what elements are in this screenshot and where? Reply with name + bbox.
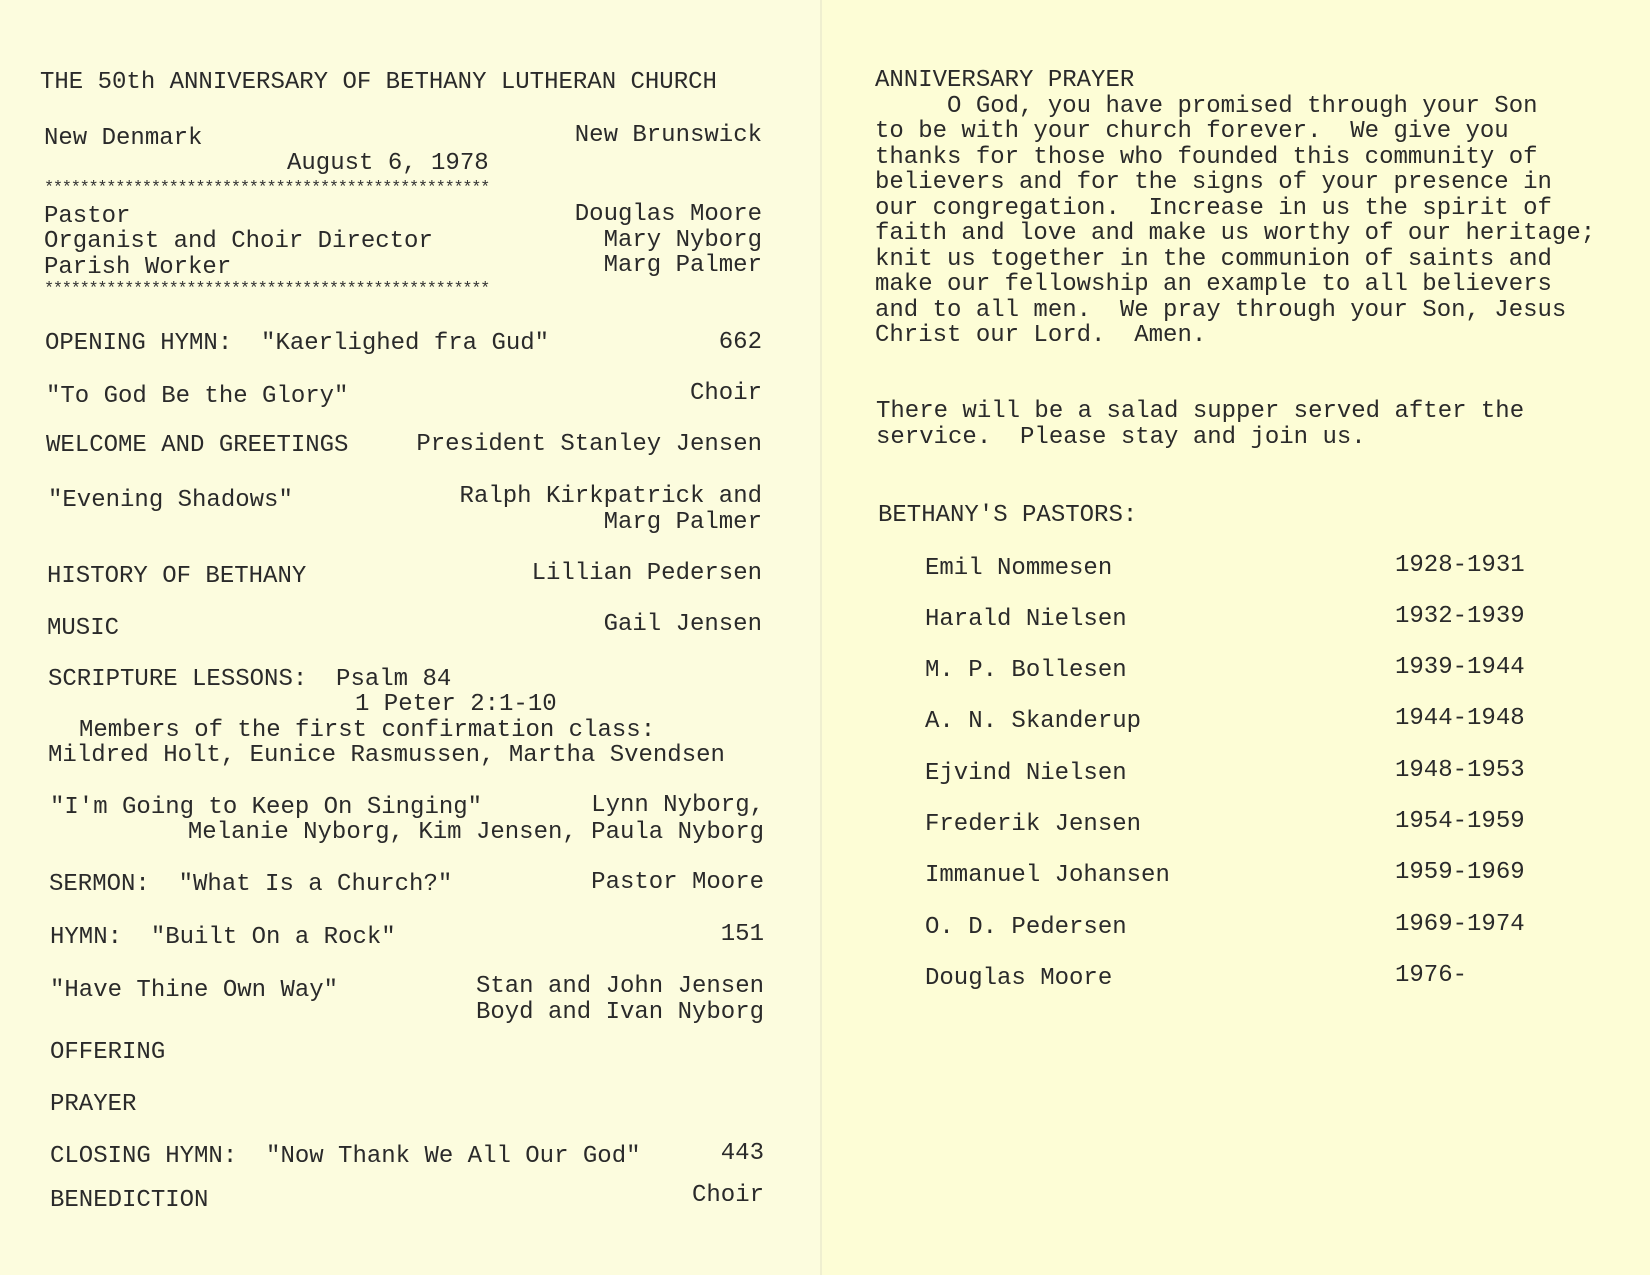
offering-label: OFFERING	[50, 1039, 166, 1066]
document-title: THE 50th ANNIVERSARY OF BETHANY LUTHERAN CHURCH	[40, 69, 717, 96]
pastors-title: BETHANY'S PASTORS:	[878, 502, 1138, 529]
pastor-years: 1959-1969	[1395, 859, 1525, 886]
service-date: August 6, 1978	[287, 150, 489, 177]
prayer-line: make our fellowship an example to all believers	[875, 271, 1552, 298]
pastor-years: 1948-1953	[1395, 757, 1525, 784]
pastor-name: Frederik Jensen	[925, 811, 1142, 838]
closing-hymn-label: CLOSING HYMN: "Now Thank We All Our God"	[50, 1143, 641, 1170]
program-item-performer: Lillian Pedersen	[531, 560, 762, 587]
pastor-years: 1928-1931	[1395, 552, 1525, 579]
pastor-years: 1976-	[1395, 962, 1468, 989]
divider-bottom: **************************************************	[44, 281, 490, 299]
program-item-label: "To God Be the Glory"	[46, 383, 349, 410]
program-item-performer: Ralph Kirkpatrick and	[459, 483, 762, 510]
location-right: New Brunswick	[574, 122, 762, 149]
pastor-name: Harald Nielsen	[925, 606, 1127, 633]
staff-name: Marg Palmer	[603, 252, 762, 279]
program-item-label: "Evening Shadows"	[48, 487, 293, 514]
program-item-label: "I'm Going to Keep On Singing"	[50, 794, 483, 821]
pastor-years: 1939-1944	[1395, 654, 1525, 681]
hymn-number: 151	[720, 921, 764, 948]
divider-top: **************************************************	[44, 180, 490, 198]
program-item-performer: Lynn Nyborg,	[591, 792, 764, 819]
supper-notice: service. Please stay and join us.	[876, 424, 1366, 451]
staff-role: Organist and Choir Director	[44, 228, 433, 255]
pastor-name: Ejvind Nielsen	[925, 760, 1127, 787]
prayer-line: knit us together in the communion of saints and	[875, 245, 1552, 273]
pastor-name: M. P. Bollesen	[925, 657, 1127, 684]
program-item-label: MUSIC	[47, 615, 120, 642]
page-fold	[820, 0, 822, 1275]
program-item-label: "Have Thine Own Way"	[50, 977, 339, 1004]
location-left: New Denmark	[44, 125, 203, 152]
program-item-label: HISTORY OF BETHANY	[47, 563, 307, 590]
staff-role: Pastor	[44, 203, 131, 230]
prayer-line: believers and for the signs of your presence in	[875, 169, 1552, 196]
pastor-name: Immanuel Johansen	[925, 862, 1170, 889]
benediction-performer: Choir	[691, 1182, 764, 1209]
pastor-name: O. D. Pedersen	[925, 914, 1127, 941]
pastor-name: Douglas Moore	[925, 965, 1113, 992]
prayer-line: thanks for those who founded this community of	[875, 143, 1538, 171]
pastor-years: 1944-1948	[1395, 705, 1525, 732]
prayer-line: faith and love and make us worthy of our heritage;	[875, 220, 1596, 247]
prayer-line: our congregation. Increase in us the spirit of	[875, 194, 1552, 222]
hymn-label: HYMN: "Built On a Rock"	[50, 924, 396, 951]
prayer-line: O God, you have promised through your Son	[875, 92, 1538, 120]
opening-hymn-number: 662	[718, 329, 762, 356]
supper-notice: There will be a salad supper served after the	[876, 398, 1525, 425]
prayer-title: ANNIVERSARY PRAYER	[875, 67, 1135, 94]
anniversary-prayer	[875, 68, 1635, 349]
program-item-performer: Stan and John Jensen	[475, 973, 764, 1000]
sermon-label: SERMON: "What Is a Church?"	[49, 871, 453, 898]
scripture-readers: Mildred Holt, Eunice Rasmussen, Martha Svendsen	[48, 742, 725, 769]
prayer-line: and to all men. We pray through your Son, Jesus	[875, 296, 1567, 324]
prayer-line: Christ our Lord. Amen.	[875, 322, 1207, 349]
pastor-years: 1969-1974	[1395, 911, 1525, 938]
staff-name: Mary Nyborg	[603, 227, 762, 254]
program-item-performer: Marg Palmer	[603, 509, 762, 536]
scripture-readers-intro: Members of the first confirmation class:	[79, 717, 656, 744]
program-item-performer: Gail Jensen	[603, 611, 762, 638]
pastor-years: 1932-1939	[1395, 603, 1525, 630]
sermon-preacher: Pastor Moore	[591, 869, 764, 896]
pastor-years: 1954-1959	[1395, 808, 1525, 835]
program-item-performer: Melanie Nyborg, Kim Jensen, Paula Nyborg	[187, 819, 764, 846]
staff-name: Douglas Moore	[574, 201, 762, 228]
closing-hymn-number: 443	[720, 1140, 764, 1167]
staff-role: Parish Worker	[44, 254, 232, 281]
scripture-label: SCRIPTURE LESSONS: Psalm 84	[48, 666, 452, 693]
opening-hymn-label: OPENING HYMN: "Kaerlighed fra Gud"	[45, 330, 550, 357]
prayer-line: to be with your church forever. We give you	[875, 118, 1509, 145]
program-item-performer: Boyd and Ivan Nyborg	[475, 999, 764, 1026]
program-item-performer: President Stanley Jensen	[416, 431, 762, 458]
pastor-name: A. N. Skanderup	[925, 708, 1142, 735]
prayer-label: PRAYER	[50, 1091, 137, 1118]
program-item-performer: Choir	[689, 380, 762, 407]
scripture-reading: 1 Peter 2:1-10	[355, 691, 557, 718]
pastor-name: Emil Nommesen	[925, 555, 1113, 582]
program-item-label: WELCOME AND GREETINGS	[46, 432, 349, 459]
benediction-label: BENEDICTION	[50, 1187, 209, 1214]
